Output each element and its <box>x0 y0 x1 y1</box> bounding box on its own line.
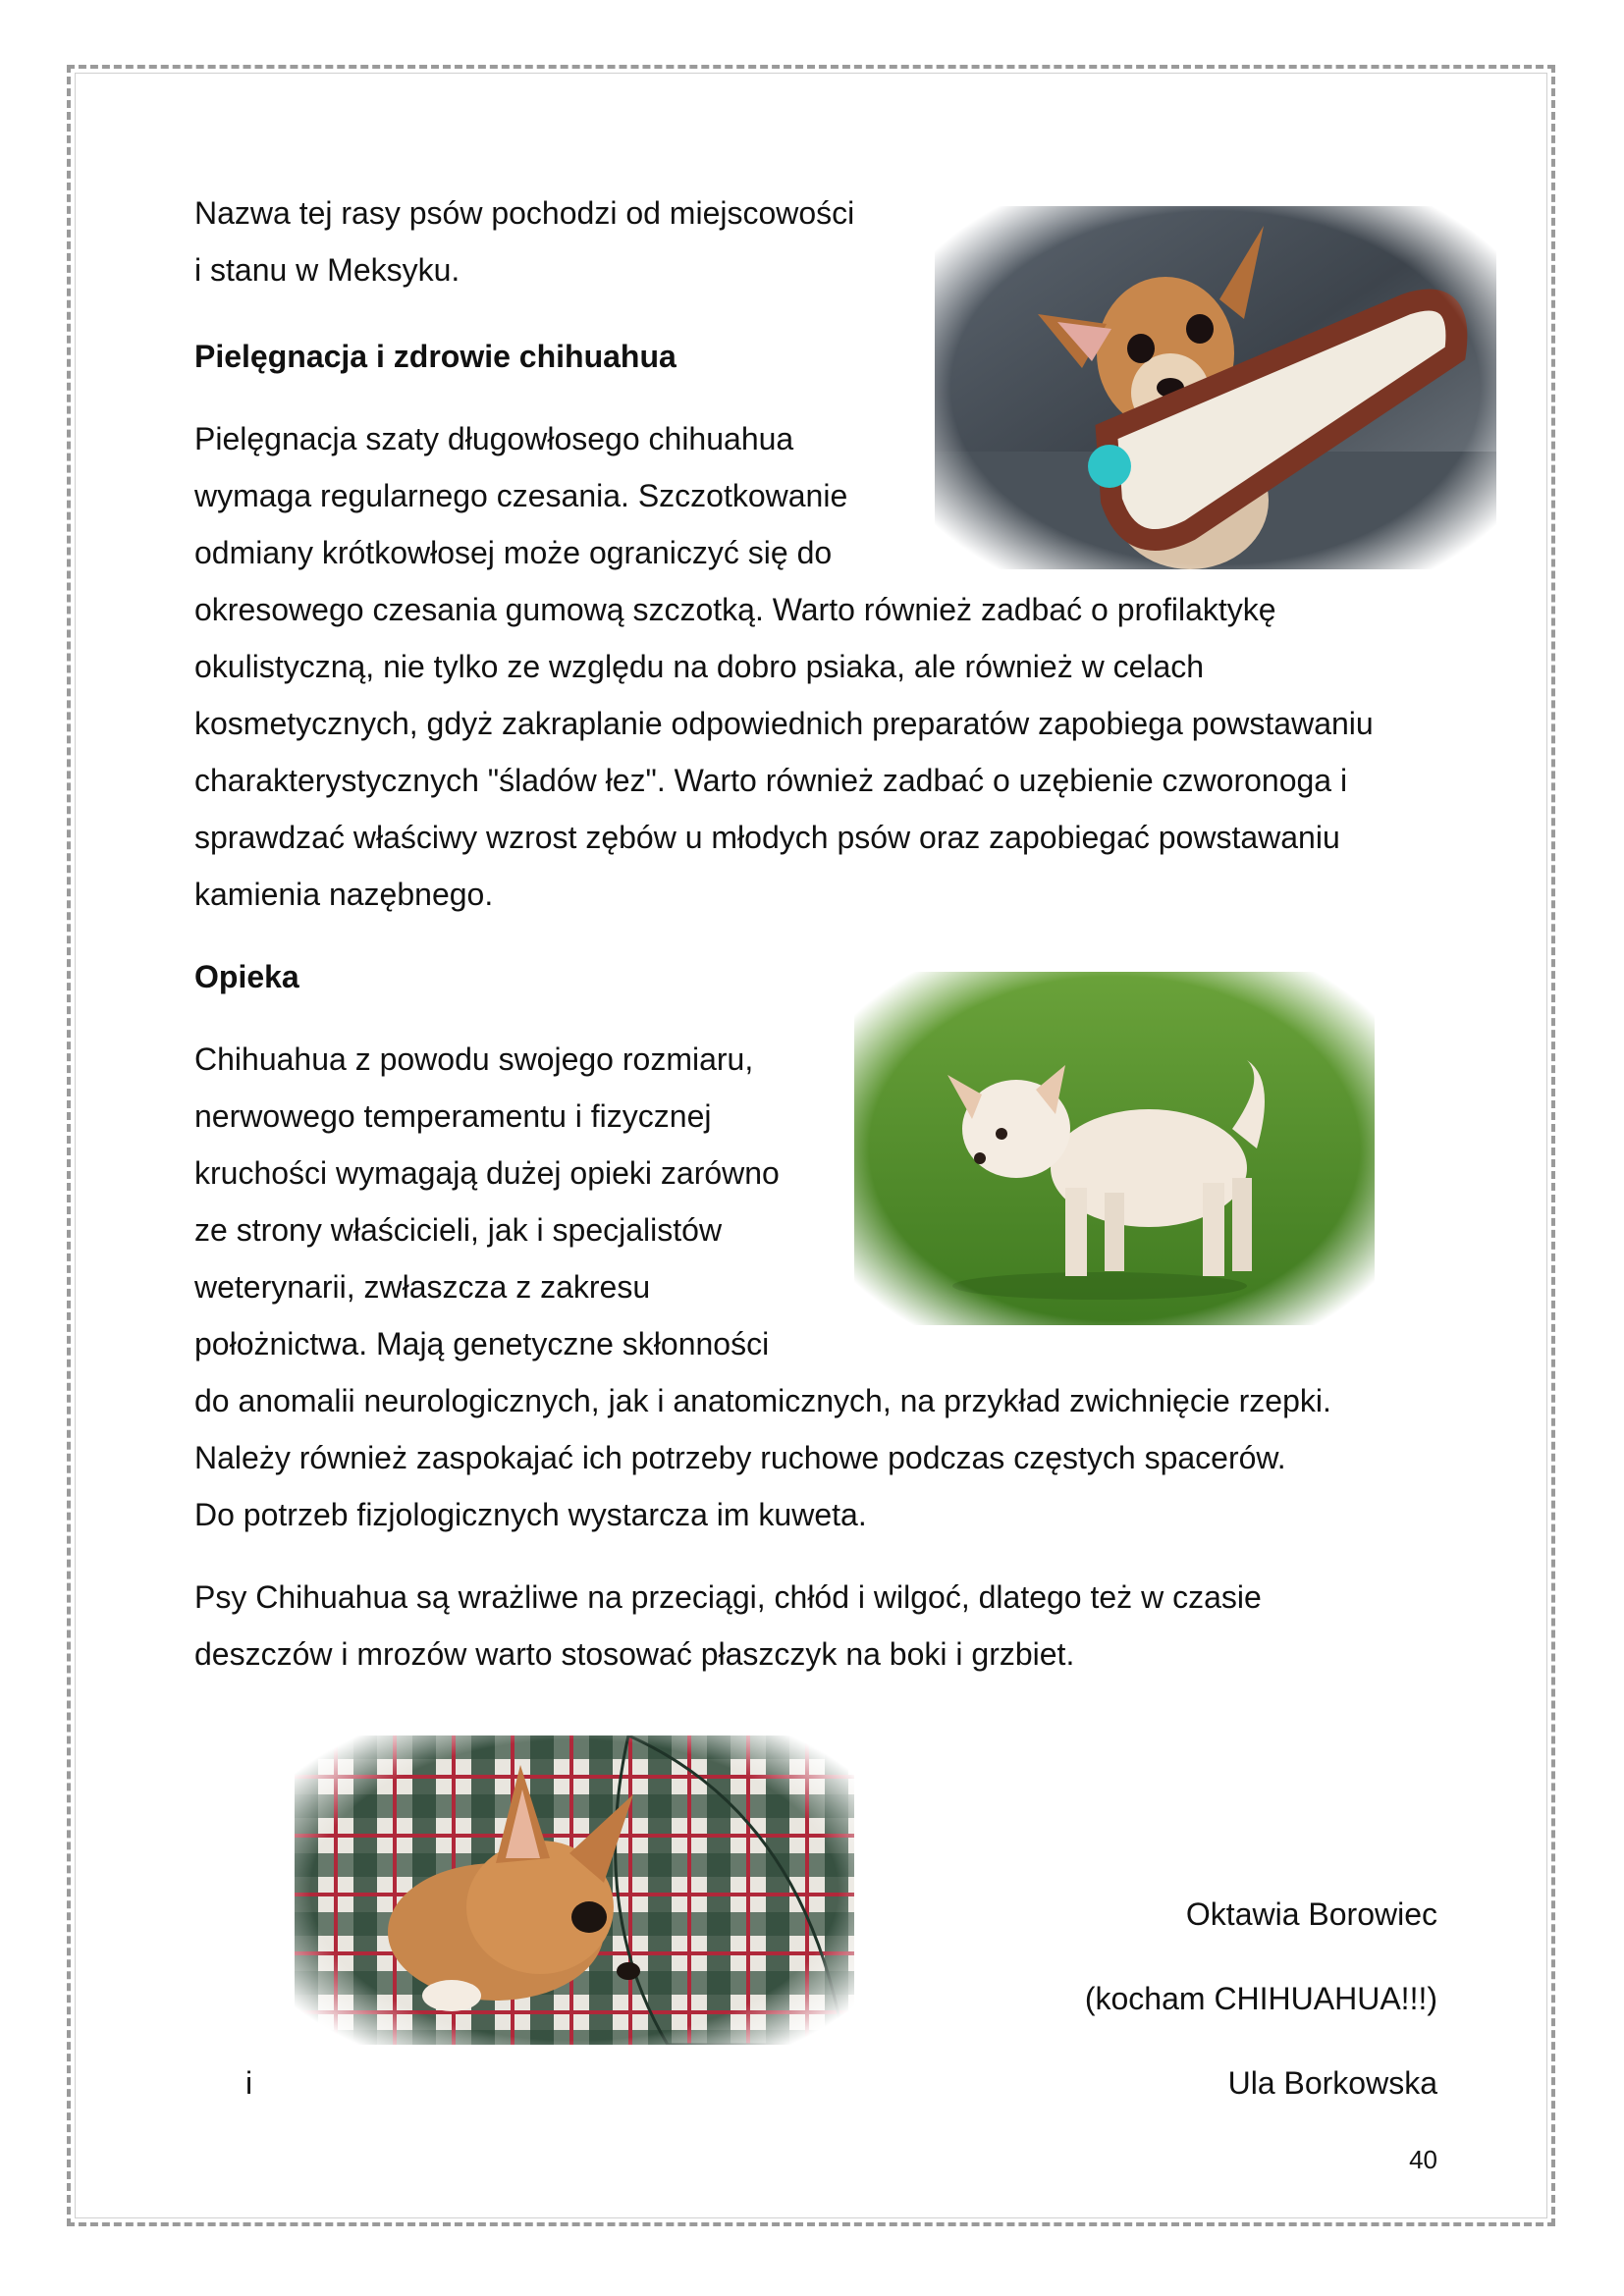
signature-connector: i <box>245 2065 253 2101</box>
opieka-line-2: nerwowego temperamentu i fizycznej <box>194 1098 712 1134</box>
opieka-line-7: do anomalii neurologicznych, jak i anatomicznych, na przykład zwichnięcie rzepki. <box>194 1383 1331 1418</box>
opieka-line-8: Należy również zaspokajać ich potrzeby ruchowe podczas częstych spacerów. <box>194 1440 1286 1475</box>
care-line-3: odmiany krótkowłosej może ograniczyć się do <box>194 535 833 570</box>
care-line-6: kosmetycznych, gdyż zakraplanie odpowiednich preparatów zapobiega powstawaniu <box>194 706 1374 741</box>
care-line-5: okulistyczną, nie tylko ze względu na dobro psiaka, ale również w celach <box>194 649 1205 684</box>
care-line-2: wymaga regularnego czesania. Szczotkowanie <box>194 478 848 513</box>
opieka-line-9: Do potrzeb fizjologicznych wystarcza im kuweta. <box>194 1497 867 1532</box>
intro-line-1: Nazwa tej rasy psów pochodzi od miejscowości <box>194 195 855 231</box>
closing-line-1: Psy Chihuahua są wrażliwe na przeciągi, chłód i wilgoć, dlatego też w czasie <box>194 1579 1262 1615</box>
care-line-4: okresowego czesania gumową szczotką. Warto również zadbać o profilaktykę <box>194 592 1276 627</box>
opieka-line-1: Chihuahua z powodu swojego rozmiaru, <box>194 1041 754 1077</box>
chihuahua-blanket-photo <box>295 1735 854 2045</box>
care-line-8: sprawdzać właściwy wzrost zębów u młodych psów oraz zapobiegać powstawaniu <box>194 820 1340 855</box>
page-number: 40 <box>1409 2145 1437 2174</box>
intro-line-2: i stanu w Meksyku. <box>194 252 460 288</box>
author-note: (kocham CHIHUAHUA!!!) <box>1084 1981 1437 2016</box>
chihuahua-grass-photo <box>854 972 1375 1325</box>
care-line-9: kamienia nazębnego. <box>194 877 494 912</box>
care-heading: Pielęgnacja i zdrowie chihuahua <box>194 339 677 374</box>
author-name-1: Oktawia Borowiec <box>1185 1896 1437 1932</box>
opieka-line-5: weterynarii, zwłaszcza z zakresu <box>194 1269 651 1305</box>
opieka-line-4: ze strony właścicieli, jak i specjalistów <box>194 1212 723 1248</box>
opieka-line-3: kruchości wymagają dużej opieki zarówno <box>194 1155 780 1191</box>
opieka-line-6: położnictwa. Mają genetyczne skłonności <box>194 1326 770 1362</box>
care-line-1: Pielęgnacja szaty długowłosego chihuahua <box>194 421 794 456</box>
chihuahua-slipper-photo <box>935 206 1496 569</box>
opieka-heading: Opieka <box>194 959 299 994</box>
care-line-7: charakterystycznych "śladów łez". Warto również zadbać o uzębienie czworonoga i <box>194 763 1348 798</box>
closing-line-2: deszczów i mrozów warto stosować płaszczyk na boki i grzbiet. <box>194 1636 1075 1672</box>
author-name-2: Ula Borkowska <box>1227 2065 1437 2101</box>
